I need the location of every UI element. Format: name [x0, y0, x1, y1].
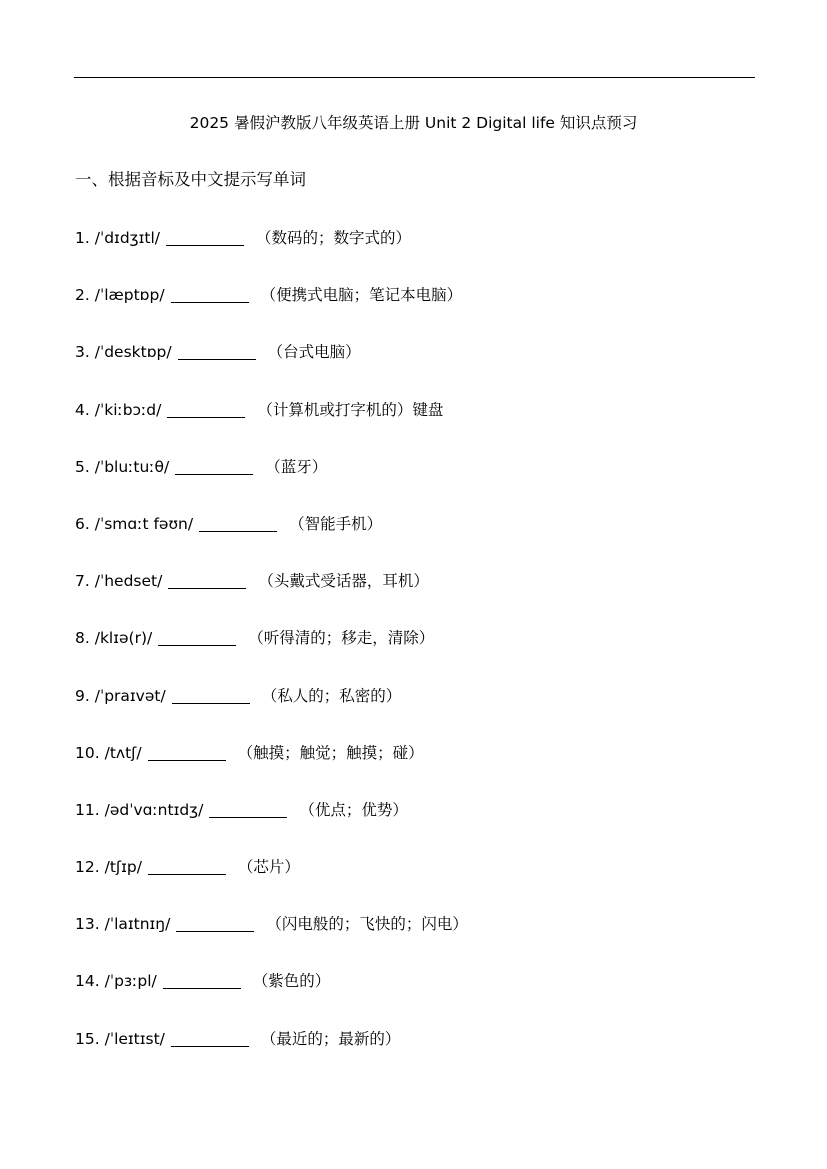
question-number: 14. — [75, 972, 100, 991]
question-item — [75, 569, 468, 626]
question-item — [75, 455, 468, 512]
question-hint: （优点；优势） — [299, 800, 408, 819]
answer-blank[interactable] — [168, 572, 246, 589]
question-number: 4. — [75, 400, 90, 419]
question-number: 10. — [75, 743, 100, 762]
question-number: 3. — [75, 343, 90, 362]
question-phonetic: /tʃɪp/ — [104, 858, 142, 877]
answer-blank[interactable] — [172, 687, 250, 704]
question-number: 7. — [75, 572, 90, 591]
question-hint: （私人的；私密的） — [261, 686, 402, 705]
question-item — [75, 512, 468, 569]
question-hint: （头戴式受话器，耳机） — [258, 572, 429, 591]
question-phonetic: /ˈkiːbɔːd/ — [94, 400, 162, 419]
question-hint: （触摸；触觉；触摸；碰） — [237, 743, 424, 762]
answer-blank[interactable] — [171, 1030, 249, 1047]
question-number: 9. — [75, 686, 90, 705]
question-phonetic: /ˈdesktɒp/ — [94, 343, 172, 362]
question-hint: （台式电脑） — [267, 343, 361, 362]
answer-blank[interactable] — [167, 401, 245, 418]
question-item — [75, 398, 468, 455]
question-number: 13. — [75, 915, 100, 934]
question-item — [75, 226, 468, 283]
question-item — [75, 340, 468, 397]
answer-blank[interactable] — [199, 515, 277, 532]
question-phonetic: /ˈleɪtɪst/ — [104, 1029, 165, 1048]
question-hint: （紫色的） — [252, 972, 331, 991]
question-item — [75, 912, 468, 969]
question-phonetic: /ˈpraɪvət/ — [94, 686, 166, 705]
question-number: 6. — [75, 514, 90, 533]
answer-blank[interactable] — [166, 229, 244, 246]
header-rule — [74, 77, 755, 78]
question-phonetic: /klɪə(r)/ — [94, 629, 153, 648]
question-hint: （最近的；最新的） — [260, 1029, 401, 1048]
answer-blank[interactable] — [148, 744, 226, 761]
answer-blank[interactable] — [163, 972, 241, 989]
question-item — [75, 741, 468, 798]
question-item — [75, 969, 468, 1026]
question-number: 11. — [75, 800, 100, 819]
question-hint: （智能手机） — [289, 514, 383, 533]
question-hint: （芯片） — [237, 858, 300, 877]
answer-blank[interactable] — [176, 915, 254, 932]
question-phonetic: /ˈlaɪtnɪŋ/ — [104, 915, 171, 934]
question-number: 15. — [75, 1029, 100, 1048]
question-item — [75, 798, 468, 855]
answer-blank[interactable] — [171, 286, 249, 303]
question-hint: （计算机或打字机的）键盘 — [257, 400, 444, 419]
question-item — [75, 1027, 468, 1084]
answer-blank[interactable] — [175, 458, 253, 475]
answer-blank[interactable] — [148, 858, 226, 875]
question-item — [75, 855, 468, 912]
answer-blank[interactable] — [209, 801, 287, 818]
question-phonetic: /ˈpɜːpl/ — [104, 972, 157, 991]
section-heading: 一、根据音标及中文提示写单词 — [75, 170, 306, 189]
question-phonetic: /ədˈvɑːntɪdʒ/ — [104, 800, 204, 819]
answer-blank[interactable] — [178, 343, 256, 360]
question-item — [75, 626, 468, 683]
question-list — [75, 226, 468, 1084]
question-number: 5. — [75, 457, 90, 476]
question-number: 8. — [75, 629, 90, 648]
question-item — [75, 283, 468, 340]
question-number: 1. — [75, 229, 90, 247]
question-item — [75, 684, 468, 741]
question-hint: （便携式电脑；笔记本电脑） — [260, 286, 463, 305]
question-phonetic: /tʌtʃ/ — [104, 743, 142, 762]
question-hint: （数码的；数字式的） — [255, 229, 411, 247]
question-phonetic: /ˈbluːtuːθ/ — [94, 457, 170, 476]
question-phonetic: /ˈhedset/ — [94, 572, 163, 591]
document-title: 2025 暑假沪教版八年级英语上册 Unit 2 Digital life 知识点预习 — [189, 114, 638, 132]
question-number: 2. — [75, 286, 90, 305]
question-phonetic: /ˈlæptɒp/ — [94, 286, 165, 305]
question-hint: （听得清的；移走，清除） — [248, 629, 435, 648]
question-hint: （闪电般的；飞快的；闪电） — [266, 915, 468, 934]
answer-blank[interactable] — [158, 629, 236, 646]
question-phonetic: /ˈsmɑːt fəʊn/ — [94, 514, 194, 533]
question-phonetic: /ˈdɪdʒɪtl/ — [94, 229, 160, 247]
question-number: 12. — [75, 858, 100, 877]
question-hint: （蓝牙） — [265, 457, 328, 476]
